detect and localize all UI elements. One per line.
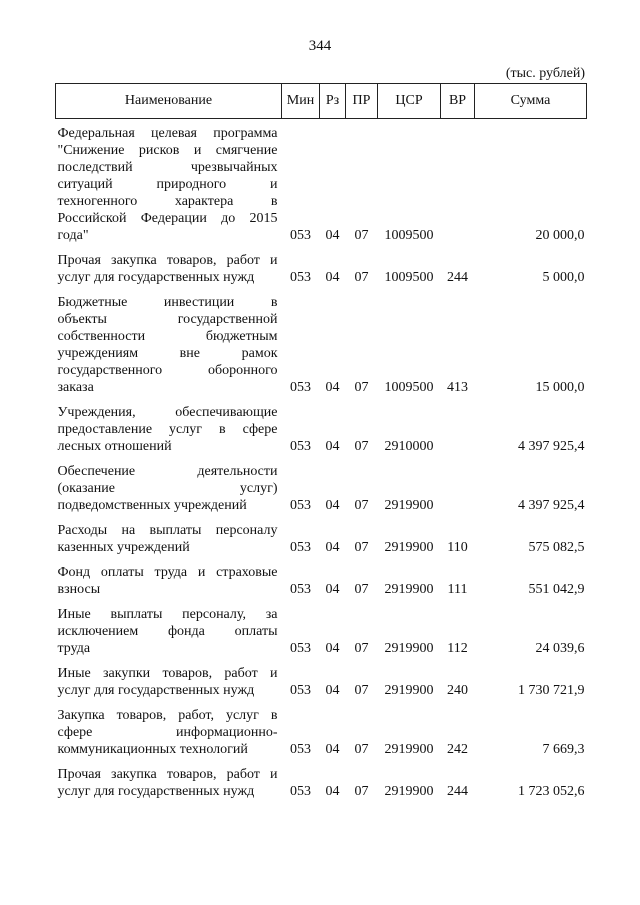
header-sum: Сумма: [475, 84, 587, 119]
header-rz: Рз: [320, 84, 346, 119]
cell-pr: 07: [354, 540, 369, 555]
row-name: [56, 758, 282, 800]
table-row: [56, 286, 587, 396]
row-name: [56, 119, 282, 245]
cell-csr: 2919900: [384, 641, 434, 656]
row-name-line: последствий чрезвычайных: [57, 160, 278, 175]
cell-sum: 1 730 721,9: [518, 683, 585, 698]
table-row: [56, 244, 587, 286]
table-row: [56, 598, 587, 657]
cell-pr: 07: [354, 498, 369, 513]
row-name-line: услуг для государственных нужд: [57, 784, 255, 799]
budget-table: [55, 83, 587, 800]
cell-sum: 20 000,0: [535, 228, 585, 243]
cell-csr: 1009500: [384, 228, 434, 243]
cell-pr: 07: [354, 582, 369, 597]
row-name-line: (оказание услуг): [57, 481, 278, 496]
cell-csr: 2919900: [384, 742, 434, 757]
row-name: [56, 244, 282, 286]
row-name: [56, 556, 282, 598]
cell-vr: 240: [447, 683, 468, 698]
cell-vr: 244: [447, 784, 468, 799]
page-number: 344: [308, 38, 332, 54]
cell-min: 053: [290, 228, 311, 243]
table-row: [56, 119, 587, 245]
row-name-line: Бюджетные инвестиции в: [57, 295, 278, 310]
cell-min: 053: [290, 641, 311, 656]
cell-csr: 2910000: [384, 439, 434, 454]
cell-pr: 07: [354, 380, 369, 395]
table-header-row: [56, 84, 587, 119]
cell-min: 053: [290, 498, 311, 513]
cell-sum: 4 397 925,4: [518, 439, 585, 454]
cell-vr: 112: [447, 641, 468, 656]
cell-sum: 575 082,5: [528, 540, 585, 555]
row-name-line: предоставление услуг в сфере: [57, 422, 278, 437]
cell-pr: 07: [354, 683, 369, 698]
cell-csr: 2919900: [384, 498, 434, 513]
header-name: Наименование: [56, 84, 282, 119]
row-name-line: сфере информационно-: [57, 725, 278, 740]
row-name-line: взносы: [57, 582, 101, 597]
row-name-line: объекты государственной: [57, 312, 278, 327]
cell-csr: 1009500: [384, 380, 434, 395]
row-name-line: Фонд оплаты труда и страховые: [57, 565, 278, 580]
row-name-line: услуг для государственных нужд: [57, 270, 255, 285]
row-name-line: лесных отношений: [57, 439, 172, 454]
cell-csr: 2919900: [384, 540, 434, 555]
row-name-line: Прочая закупка товаров, работ и: [57, 767, 278, 782]
row-name-line: Иные выплаты персоналу, за: [57, 607, 278, 622]
row-name-line: Обеспечение деятельности: [57, 464, 278, 479]
table-row: [56, 758, 587, 800]
row-name: [56, 455, 282, 514]
cell-min: 053: [290, 742, 311, 757]
row-name-line: учреждениям вне рамок: [57, 346, 278, 361]
table-body: [56, 119, 587, 801]
cell-pr: 07: [354, 270, 369, 285]
cell-vr: 413: [447, 380, 468, 395]
cell-min: 053: [290, 270, 311, 285]
cell-vr: 110: [447, 540, 468, 555]
table-row: [56, 556, 587, 598]
header-min: Мин: [282, 84, 320, 119]
row-name: [56, 699, 282, 758]
units-label: (тыс. рублей): [505, 66, 585, 81]
row-name-line: Расходы на выплаты персоналу: [57, 523, 278, 538]
table-row: [56, 657, 587, 699]
row-name: [56, 396, 282, 455]
row-name-line: Учреждения, обеспечивающие: [57, 405, 278, 420]
cell-rz: 04: [325, 784, 340, 799]
header-vr: ВР: [441, 84, 475, 119]
row-name-line: заказа: [57, 380, 94, 395]
cell-rz: 04: [325, 380, 340, 395]
row-name-line: "Снижение рисков и смягчение: [57, 143, 278, 158]
cell-min: 053: [290, 540, 311, 555]
row-name-line: Российской Федерации до 2015: [57, 211, 278, 226]
row-name: [56, 657, 282, 699]
cell-min: 053: [290, 439, 311, 454]
cell-csr: 1009500: [384, 270, 434, 285]
cell-min: 053: [290, 683, 311, 698]
cell-rz: 04: [325, 582, 340, 597]
row-name-line: Прочая закупка товаров, работ и: [57, 253, 278, 268]
cell-vr: [441, 396, 475, 455]
cell-min: 053: [290, 784, 311, 799]
cell-pr: 07: [354, 742, 369, 757]
cell-vr: 242: [447, 742, 468, 757]
cell-pr: 07: [354, 228, 369, 243]
row-name-line: подведомственных учреждений: [57, 498, 247, 513]
cell-vr: [441, 455, 475, 514]
row-name: [56, 514, 282, 556]
cell-sum: 551 042,9: [528, 582, 585, 597]
cell-sum: 4 397 925,4: [518, 498, 585, 513]
header-csr: ЦСР: [378, 84, 441, 119]
cell-min: 053: [290, 582, 311, 597]
row-name-line: услуг для государственных нужд: [57, 683, 255, 698]
cell-pr: 07: [354, 439, 369, 454]
cell-sum: 15 000,0: [535, 380, 585, 395]
row-name-line: техногенного характера в: [57, 194, 278, 209]
row-name-line: собственности бюджетным: [57, 329, 278, 344]
table-row: [56, 699, 587, 758]
row-name-line: коммуникационных технологий: [57, 742, 248, 757]
cell-rz: 04: [325, 439, 340, 454]
table-row: [56, 396, 587, 455]
cell-vr: [441, 119, 475, 245]
cell-sum: 1 723 052,6: [518, 784, 585, 799]
row-name-line: Закупка товаров, работ, услуг в: [57, 708, 278, 723]
row-name-line: Иные закупки товаров, работ и: [57, 666, 278, 681]
table-row: [56, 514, 587, 556]
cell-vr: 111: [447, 582, 468, 597]
row-name-line: труда: [57, 641, 91, 656]
cell-sum: 5 000,0: [542, 270, 585, 285]
cell-pr: 07: [354, 641, 369, 656]
row-name-line: казенных учреждений: [57, 540, 190, 555]
cell-min: 053: [290, 380, 311, 395]
cell-csr: 2919900: [384, 582, 434, 597]
row-name-line: года": [57, 228, 89, 243]
cell-rz: 04: [325, 498, 340, 513]
cell-csr: 2919900: [384, 784, 434, 799]
row-name-line: ситуаций природного и: [57, 177, 278, 192]
header-pr: ПР: [346, 84, 378, 119]
cell-rz: 04: [325, 641, 340, 656]
row-name-line: Федеральная целевая программа: [57, 126, 278, 141]
cell-rz: 04: [325, 228, 340, 243]
cell-rz: 04: [325, 540, 340, 555]
row-name-line: исключением фонда оплаты: [57, 624, 278, 639]
cell-vr: 244: [447, 270, 468, 285]
cell-pr: 07: [354, 784, 369, 799]
row-name: [56, 286, 282, 396]
cell-rz: 04: [325, 270, 340, 285]
row-name-line: государственного оборонного: [57, 363, 278, 378]
cell-sum: 7 669,3: [542, 742, 585, 757]
row-name: [56, 598, 282, 657]
cell-rz: 04: [325, 742, 340, 757]
cell-rz: 04: [325, 683, 340, 698]
table-row: [56, 455, 587, 514]
cell-sum: 24 039,6: [535, 641, 585, 656]
cell-csr: 2919900: [384, 683, 434, 698]
